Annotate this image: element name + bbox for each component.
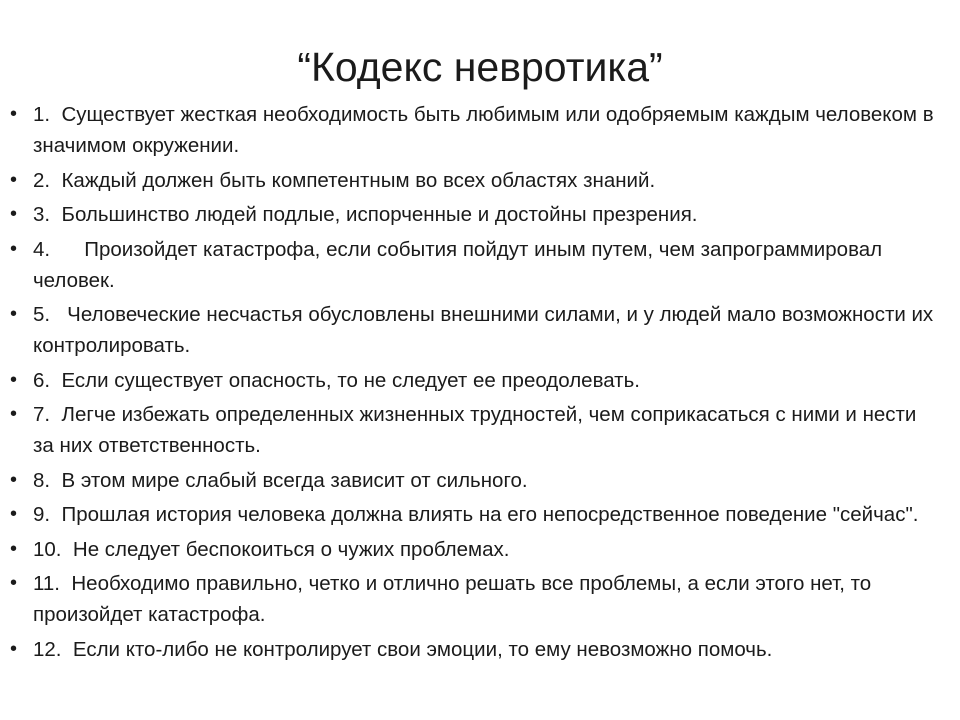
bullet-item xyxy=(0,299,960,361)
bullet-item xyxy=(0,99,960,161)
bullet-item xyxy=(0,534,960,565)
bullet-item xyxy=(0,465,960,496)
bullet-dot-icon: • xyxy=(10,203,18,225)
bullet-text: 11. Необходимо правильно, четко и отлично решать все проблемы, а если этого нет, то произойдет катастрофа. xyxy=(33,572,877,626)
bullet-item xyxy=(0,399,960,461)
slide-title: “Кодекс невротика” xyxy=(297,44,663,90)
bullet-dot-icon: • xyxy=(10,468,18,491)
bullet-item xyxy=(0,199,960,230)
bullet-item xyxy=(0,634,960,665)
bullet-dot-icon: • xyxy=(10,537,18,560)
bullet-text: 3. Большинство людей подлые, испорченные и достойны презрения. xyxy=(33,203,698,226)
bullet-list xyxy=(0,99,960,668)
bullet-dot-icon: • xyxy=(10,503,18,525)
bullet-item xyxy=(0,365,960,396)
bullet-dot-icon: • xyxy=(10,368,18,391)
bullet-dot-icon: • xyxy=(10,637,18,660)
bullet-dot-icon: • xyxy=(10,168,18,191)
bullet-dot-icon: • xyxy=(10,103,18,125)
bullet-item xyxy=(0,234,960,296)
bullet-text: 2. Каждый должен быть компетентным во всех областях знаний. xyxy=(33,168,656,192)
bullet-text: 5. Человеческие несчастья обусловлены внешними силами, и у людей мало возможности их контролировать. xyxy=(33,303,939,357)
bullet-text: 6. Если существует опасность, то не следует ее преодолевать. xyxy=(33,368,640,392)
bullet-text: 9. Прошлая история человека должна влиять на его непосредственное поведение "сейчас". xyxy=(33,503,919,526)
bullet-text: 12. Если кто-либо не контролирует свои эмоции, то ему невозможно помочь. xyxy=(33,637,773,661)
bullet-item xyxy=(0,568,960,630)
bullet-dot-icon: • xyxy=(10,403,18,425)
bullet-text: 4. Произойдет катастрофа, если события пойдут иным путем, чем запрограммировал человек. xyxy=(33,237,888,292)
bullet-dot-icon: • xyxy=(10,303,18,325)
bullet-item xyxy=(0,499,960,530)
bullet-dot-icon: • xyxy=(10,572,18,594)
bullet-text: 10. Не следует беспокоиться о чужих проблемах. xyxy=(33,537,510,561)
bullet-dot-icon: • xyxy=(10,237,18,260)
bullet-text: 1. Существует жесткая необходимость быть любимым или одобряемым каждым человеком в значимом окружении. xyxy=(33,103,940,157)
bullet-item xyxy=(0,165,960,196)
bullet-text: 7. Легче избежать определенных жизненных трудностей, чем соприкасаться с ними и нести за них ответственность. xyxy=(33,403,923,457)
bullet-text: 8. В этом мире слабый всегда зависит от сильного. xyxy=(33,468,528,492)
